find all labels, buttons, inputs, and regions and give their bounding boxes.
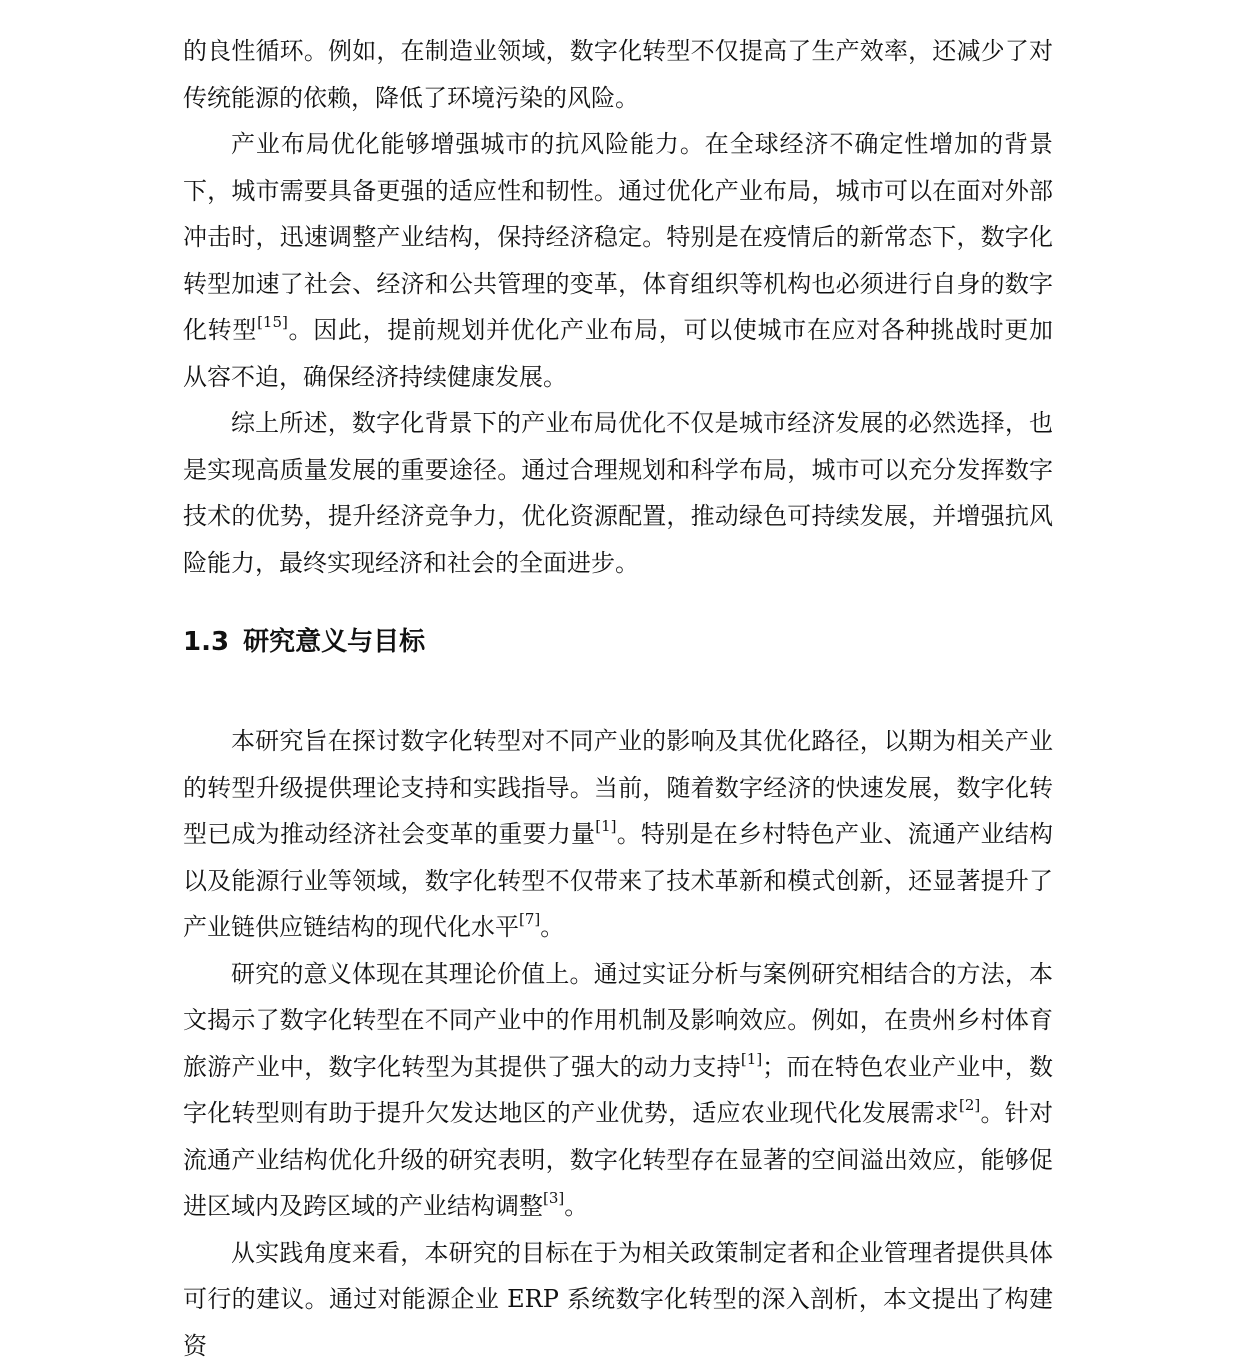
paragraph-text: 。针对流通产业结构优化升级的研究表明，数字化转型存在显著的空间溢出效应，能够促进区域内及跨区域的产业结构调整 (183, 1099, 1053, 1220)
paragraph-text: 综上所述，数字化背景下的产业布局优化不仅是城市经济发展的必然选择，也是实现高质量发展的重要途径。通过合理规划和科学布局，城市可以充分发挥数字技术的优势，提升经济竞争力，优化资源配置，推动绿色可持续发展，并增强抗风险能力，最终实现经济和社会的全面进步。 (183, 409, 1053, 577)
paragraph-text: 。特别是在乡村特色产业、流通产业结构以及能源行业等领域，数字化转型不仅带来了技术革新和模式创新，还显著提升了产业链供应链结构的现代化水平 (183, 820, 1053, 941)
paragraph-text: 从实践角度来看，本研究的目标在于为相关政策制定者和企业管理者提供具体可行的建议。通过对能源企业 ERP 系统数字化转型的深入剖析，本文提出了构建资 (183, 1239, 1053, 1360)
section-title: 研究意义与目标 (243, 627, 425, 657)
paragraph-text: ；而在特色农业产业中，数字化转型则有助于提升欠发达地区的产业优势，适应农业现代化发展需求 (183, 1053, 1053, 1128)
citation-ref: [3] (543, 1189, 564, 1207)
section-heading (183, 622, 1053, 662)
paragraph-summary (183, 400, 1053, 586)
paragraph-text: 产业布局优化能够增强城市的抗风险能力。在全球经济不确定性增加的背景下，城市需要具备更强的适应性和韧性。通过优化产业布局，城市可以在面对外部冲击时，迅速调整产业结构，保持经济稳定。特别是在疫情后的新常态下，数字化转型加速了社会、经济和公共管理的变革，体育组织等机构也必须进行自身的数字化转型 (183, 130, 1053, 344)
paragraph-text: 。 (540, 913, 564, 941)
citation-ref: [15] (257, 313, 288, 331)
document-page (183, 28, 1053, 1369)
paragraph-theoretical-value (183, 951, 1053, 1230)
section-number: 1.3 (183, 627, 229, 657)
citation-ref: [1] (595, 817, 616, 835)
paragraph-research-purpose (183, 718, 1053, 951)
paragraph-text: 。因此，提前规划并优化产业布局，可以使城市在应对各种挑战时更加从容不迫，确保经济持续健康发展。 (183, 316, 1053, 391)
paragraph-risk-resilience (183, 121, 1053, 400)
paragraph-text: 。 (564, 1192, 588, 1220)
citation-ref: [7] (519, 910, 540, 928)
paragraph-environment (183, 28, 1053, 121)
citation-ref: [2] (959, 1096, 980, 1114)
paragraph-practical-goal (183, 1230, 1053, 1369)
paragraph-text: 的良性循环。例如，在制造业领域，数字化转型不仅提高了生产效率，还减少了对传统能源的依赖，降低了环境污染的风险。 (183, 37, 1053, 112)
paragraph-text: 本研究旨在探讨数字化转型对不同产业的影响及其优化路径，以期为相关产业的转型升级提供理论支持和实践指导。当前，随着数字经济的快速发展，数字化转型已成为推动经济社会变革的重要力量 (183, 727, 1053, 848)
citation-ref: [1] (741, 1050, 762, 1068)
paragraph-text: 研究的意义体现在其理论价值上。通过实证分析与案例研究相结合的方法，本文揭示了数字化转型在不同产业中的作用机制及影响效应。例如，在贵州乡村体育旅游产业中，数字化转型为其提供了强大的动力支持 (183, 960, 1053, 1081)
